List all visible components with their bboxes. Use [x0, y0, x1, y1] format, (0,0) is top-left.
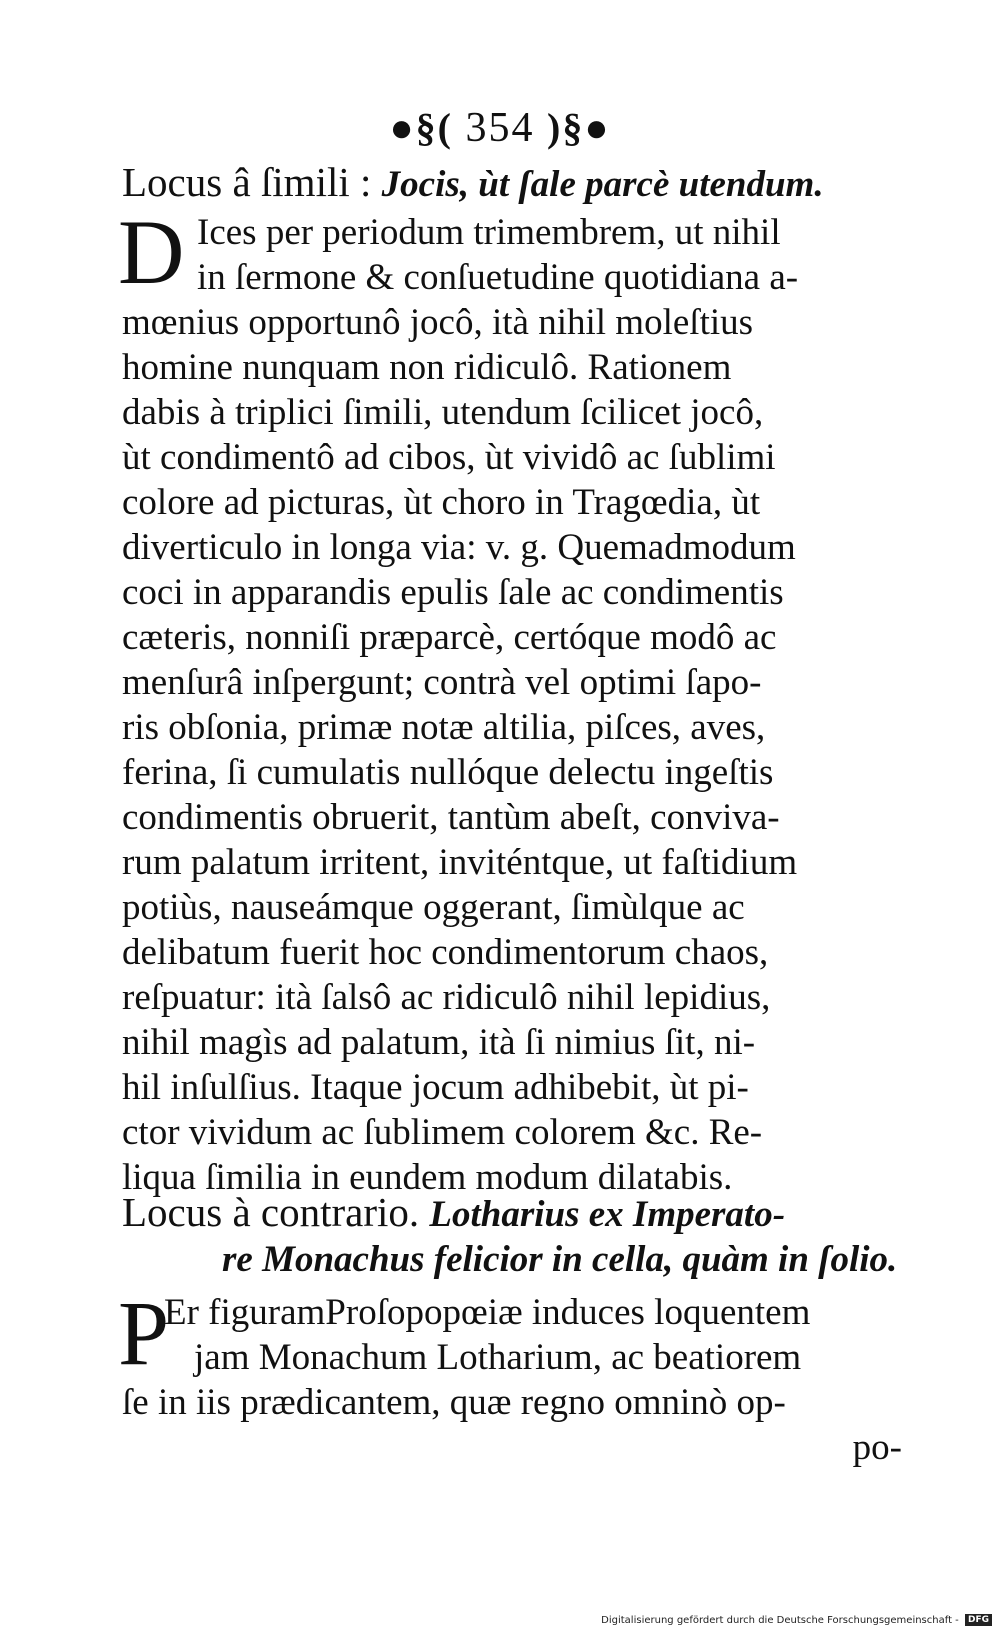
text-line: ùt condimentô ad cibos, ùt vividô ac ſublimi: [122, 437, 776, 478]
section-2-heading-title-2: re Monachus felicior in cella, quàm in ſolio.: [222, 1239, 898, 1280]
left-ornament: ●§(: [389, 105, 453, 150]
section-1-heading-title: Jocis, ùt ſale parcè utendum.: [381, 164, 824, 205]
section-2-dropcap: P: [118, 1282, 170, 1384]
text-line: mœnius opportunô jocô, ità nihil moleſtius: [122, 302, 754, 343]
section-2-heading: [122, 1190, 922, 1235]
text-line: cæteris, nonniſi præparcè, certóque modô ac: [122, 617, 777, 658]
digitization-credit: [601, 1614, 992, 1626]
section-1-body: [122, 210, 922, 1200]
text-line: nihil magìs ad palatum, ità ſi nimius ſit, ni-: [122, 1022, 756, 1063]
text-line: colore ad picturas, ùt choro in Tragœdia, ùt: [122, 482, 761, 523]
page-header: [0, 104, 1000, 152]
text-line: ſe in iis prædicantem, quæ regno omninò op-: [122, 1382, 786, 1423]
section-1-dropcap: D: [118, 201, 185, 303]
section-1: [122, 160, 922, 205]
text-line: potiùs, nauseámque oggerant, ſimùlque ac: [122, 887, 745, 928]
section-2-heading-line-2: [122, 1235, 922, 1280]
section-2-body: [122, 1290, 922, 1470]
text-line: homine nunquam non ridiculô. Rationem: [122, 347, 732, 388]
text-line: ris obſonia, primæ notæ altilia, piſces, aves,: [122, 707, 766, 748]
dfg-logo: DFG: [965, 1614, 992, 1626]
catchword: po-: [852, 1427, 902, 1468]
section-2-heading-label: Locus à contrario.: [122, 1189, 420, 1235]
text-line: hil inſulſius. Itaque jocum adhibebit, ùt pi-: [122, 1067, 749, 1108]
text-line: dabis à triplici ſimili, utendum ſcilicet jocô,: [122, 392, 764, 433]
text-line: rum palatum irritent, inviténtque, ut faſtidium: [122, 842, 798, 883]
section-1-heading: [122, 160, 922, 205]
text-line: reſpuatur: ità ſalsô ac ridiculô nihil lepidius,: [122, 977, 771, 1018]
text-line: ctor vividum ac ſublimem colorem &c. Re-: [122, 1112, 763, 1153]
text-line: diverticulo in longa via: v. g. Quemadmodum: [122, 527, 796, 568]
text-line: Er figuramProſopopœiæ induces loquentem: [164, 1292, 811, 1333]
text-line: coci in apparandis epulis ſale ac condimentis: [122, 572, 784, 613]
text-line: jam Monachum Lotharium, ac beatiorem: [194, 1337, 802, 1378]
text-line: condimentis obruerit, tantùm abeſt, conviva-: [122, 797, 780, 838]
text-line: menſurâ inſpergunt; contrà vel optimi ſapo-: [122, 662, 762, 703]
text-line: in ſermone & conſuetudine quotidiana a-: [197, 257, 799, 298]
right-ornament: )§●: [547, 105, 611, 150]
section-2: [122, 1190, 922, 1280]
section-1-heading-label: Locus â ſimili :: [122, 159, 372, 205]
text-line: delibatum fuerit hoc condimentorum chaos,: [122, 932, 769, 973]
section-2-heading-title-1: Lotharius ex Imperato-: [429, 1194, 786, 1235]
text-line: ferina, ſi cumulatis nullóque delectu ingeſtis: [122, 752, 774, 793]
page-number: 354: [465, 105, 535, 151]
text-line: Ices per periodum trimembrem, ut nihil: [197, 212, 781, 253]
text-line: liqua ſimilia in eundem modum dilatabis.: [122, 1157, 733, 1198]
credit-text: Digitalisierung gefördert durch die Deutsche Forschungsgemeinschaft -: [601, 1615, 959, 1626]
